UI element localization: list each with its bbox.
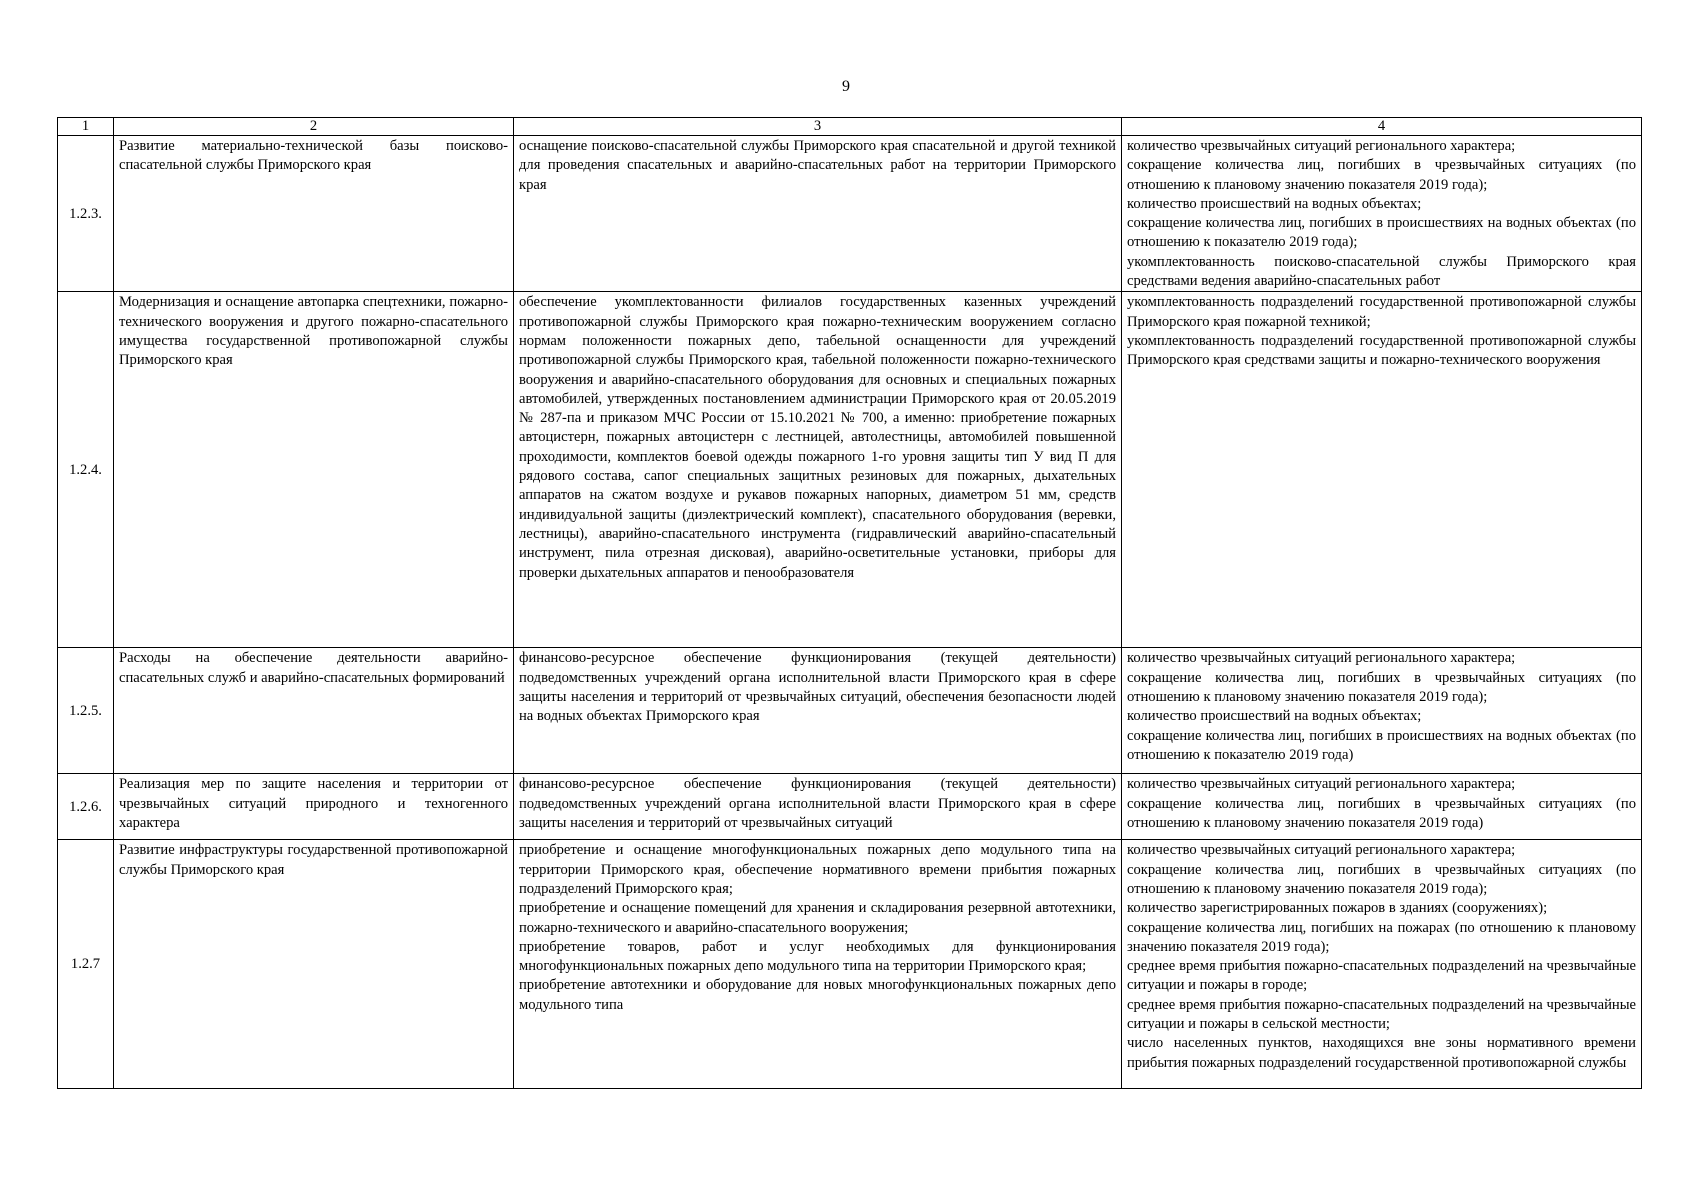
measure-indicators	[1122, 840, 1642, 1089]
indicator-item: количество зарегистрированных пожаров в зданиях (сооружениях);	[1127, 900, 1548, 917]
indicator-item: сокращение количества лиц, погибших в происшествиях на водных объектах (по отношению к показателю 2019 года);	[1127, 215, 1636, 251]
page-number: 9	[842, 78, 850, 95]
table-row	[58, 136, 1642, 292]
row-number: 1.2.4.	[58, 292, 114, 648]
measure-description: финансово-ресурсное обеспечение функционирования (текущей деятельности) подведомственных учреждений органа исполнительной власти Приморского края в сфере защиты населения и территорий от чрезвычайных ситуаций	[514, 774, 1122, 840]
indicator-item: среднее время прибытия пожарно-спасательных подразделений на чрезвычайные ситуации и пожары в городе;	[1127, 958, 1636, 994]
indicator-item: укомплектованность подразделений государственной противопожарной службы Приморского края пожарной техникой;	[1127, 294, 1636, 330]
measure-description	[514, 840, 1122, 1089]
description-item: приобретение и оснащение помещений для хранения и складирования резервной автотехники, пожарно-технического и аварийно-спасательного вооружения;	[519, 900, 1116, 936]
row-number: 1.2.7	[58, 840, 114, 1089]
measure-indicators	[1122, 648, 1642, 774]
header-col-3: 3	[514, 118, 1122, 136]
indicator-item: количество чрезвычайных ситуаций регионального характера;	[1127, 776, 1516, 793]
measure-name: Расходы на обеспечение деятельности аварийно-спасательных служб и аварийно-спасательных формирований	[114, 648, 514, 774]
description-item: приобретение автотехники и оборудование для новых многофункциональных пожарных депо модульного типа	[519, 977, 1116, 1013]
indicator-item: среднее время прибытия пожарно-спасательных подразделений на чрезвычайные ситуации и пожары в сельской местности;	[1127, 996, 1636, 1033]
indicator-item: количество происшествий на водных объектах;	[1127, 708, 1422, 725]
description-item: приобретение и оснащение многофункциональных пожарных депо модульного типа на территории Приморского края, обеспечение нормативного времени прибытия пожарных подразделений Приморского края;	[519, 842, 1116, 897]
indicator-item: число населенных пунктов, находящихся вне зоны нормативного времени прибытия пожарных подразделений государственной противопожарной службы	[1127, 1035, 1636, 1071]
measure-name: Развитие инфраструктуры государственной противопожарной службы Приморского края	[114, 840, 514, 1089]
table-row	[58, 774, 1642, 840]
row-number: 1.2.6.	[58, 774, 114, 840]
indicator-item: количество чрезвычайных ситуаций регионального характера;	[1127, 138, 1516, 154]
measure-indicators	[1122, 136, 1642, 292]
indicator-item: сокращение количества лиц, погибших в чрезвычайных ситуациях (по отношению к плановому значению показателя 2019 года)	[1127, 795, 1636, 831]
indicator-item: сокращение количества лиц, погибших в происшествиях на водных объектах (по отношению к показателю 2019 года)	[1127, 727, 1636, 763]
header-col-2: 2	[114, 118, 514, 136]
row-number: 1.2.5.	[58, 648, 114, 774]
table-row	[58, 648, 1642, 774]
table-row	[58, 292, 1642, 648]
table-header-row	[58, 118, 1642, 136]
indicator-item: сокращение количества лиц, погибших в чрезвычайных ситуациях (по отношению к плановому значению показателя 2019 года);	[1127, 861, 1636, 897]
table-row	[58, 840, 1642, 1089]
measure-name: Реализация мер по защите населения и территории от чрезвычайных ситуаций природного и техногенного характера	[114, 774, 514, 840]
measure-description: обеспечение укомплектованности филиалов государственных казенных учреждений противопожарной службы Приморского края пожарно-техническим вооружением согласно нормам положенности пожарных депо, табельной оснащенности для учреждений противопожарной службы Приморского края, табельной положенности пожарно-технического вооружения и аварийно-спасательного оборудования для основных и специальных пожарных автомобилей, утвержденных постановлением администрации Приморского края от 20.05.2019 № 287-па и приказом МЧС России от 15.10.2021 № 700, а именно: приобретение пожарных автоцистерн, пожарных автоцистерн с лестницей, автолестницы, автомобилей повышенной проходимости, комплектов боевой одежды пожарного 1-го уровня защиты тип У вид П для рядового состава, сапог специальных защитных резиновых для пожарных, дыхательных аппаратов на сжатом воздухе и рукавов пожарных напорных, диаметром 51 мм, средств индивидуальной защиты (диэлектрический комплект), спасательного оборудования (веревки, лестницы), аварийно-спасательного инструмента (гидравлический аварийно-спасательный инструмент, пила отрезная дисковая), аварийно-осветительные установки, приборы для проверки дыхательных аппаратов и пенообразователя	[514, 292, 1122, 648]
indicator-item: количество чрезвычайных ситуаций регионального характера;	[1127, 842, 1516, 859]
measure-indicators	[1122, 292, 1642, 648]
indicator-item: укомплектованность подразделений государственной противопожарной службы Приморского края средствами защиты и пожарно-технического вооружения	[1127, 332, 1636, 369]
measure-description: оснащение поисково-спасательной службы Приморского края спасательной и другой техникой для проведения спасательных и аварийно-спасательных работ на территории Приморского края	[514, 136, 1122, 292]
indicator-item: количество чрезвычайных ситуаций регионального характера;	[1127, 650, 1516, 667]
indicator-item: сокращение количества лиц, погибших на пожарах (по отношению к плановому значению показателя 2019 года);	[1127, 919, 1636, 955]
measure-indicators	[1122, 774, 1642, 840]
measure-name: Развитие материально-технической базы поисково-спасательной службы Приморского края	[114, 136, 514, 292]
header-col-4: 4	[1122, 118, 1642, 136]
header-col-1: 1	[58, 118, 114, 136]
description-item: приобретение товаров, работ и услуг необходимых для функционирования многофункциональных пожарных депо модульного типа на территории Приморского края;	[519, 938, 1116, 975]
measure-description: финансово-ресурсное обеспечение функционирования (текущей деятельности) подведомственных учреждений органа исполнительной власти Приморского края в сфере защиты населения и территорий от чрезвычайных ситуаций, обеспечения безопасности людей на водных объектах Приморского края	[514, 648, 1122, 774]
program-measures-table	[57, 117, 1642, 1089]
indicator-item: сокращение количества лиц, погибших в чрезвычайных ситуациях (по отношению к плановому значению показателя 2019 года);	[1127, 157, 1636, 193]
measure-name: Модернизация и оснащение автопарка спецтехники, пожарно-технического вооружения и другого пожарно-спасательного имущества государственной противопожарной службы Приморского края	[114, 292, 514, 648]
indicator-item: укомплектованность поисково-спасательной службы Приморского края средствами ведения аварийно-спасательных работ	[1127, 253, 1636, 290]
row-number: 1.2.3.	[58, 136, 114, 292]
indicator-item: количество происшествий на водных объектах;	[1127, 195, 1422, 212]
indicator-item: сокращение количества лиц, погибших в чрезвычайных ситуациях (по отношению к плановому значению показателя 2019 года);	[1127, 669, 1636, 705]
